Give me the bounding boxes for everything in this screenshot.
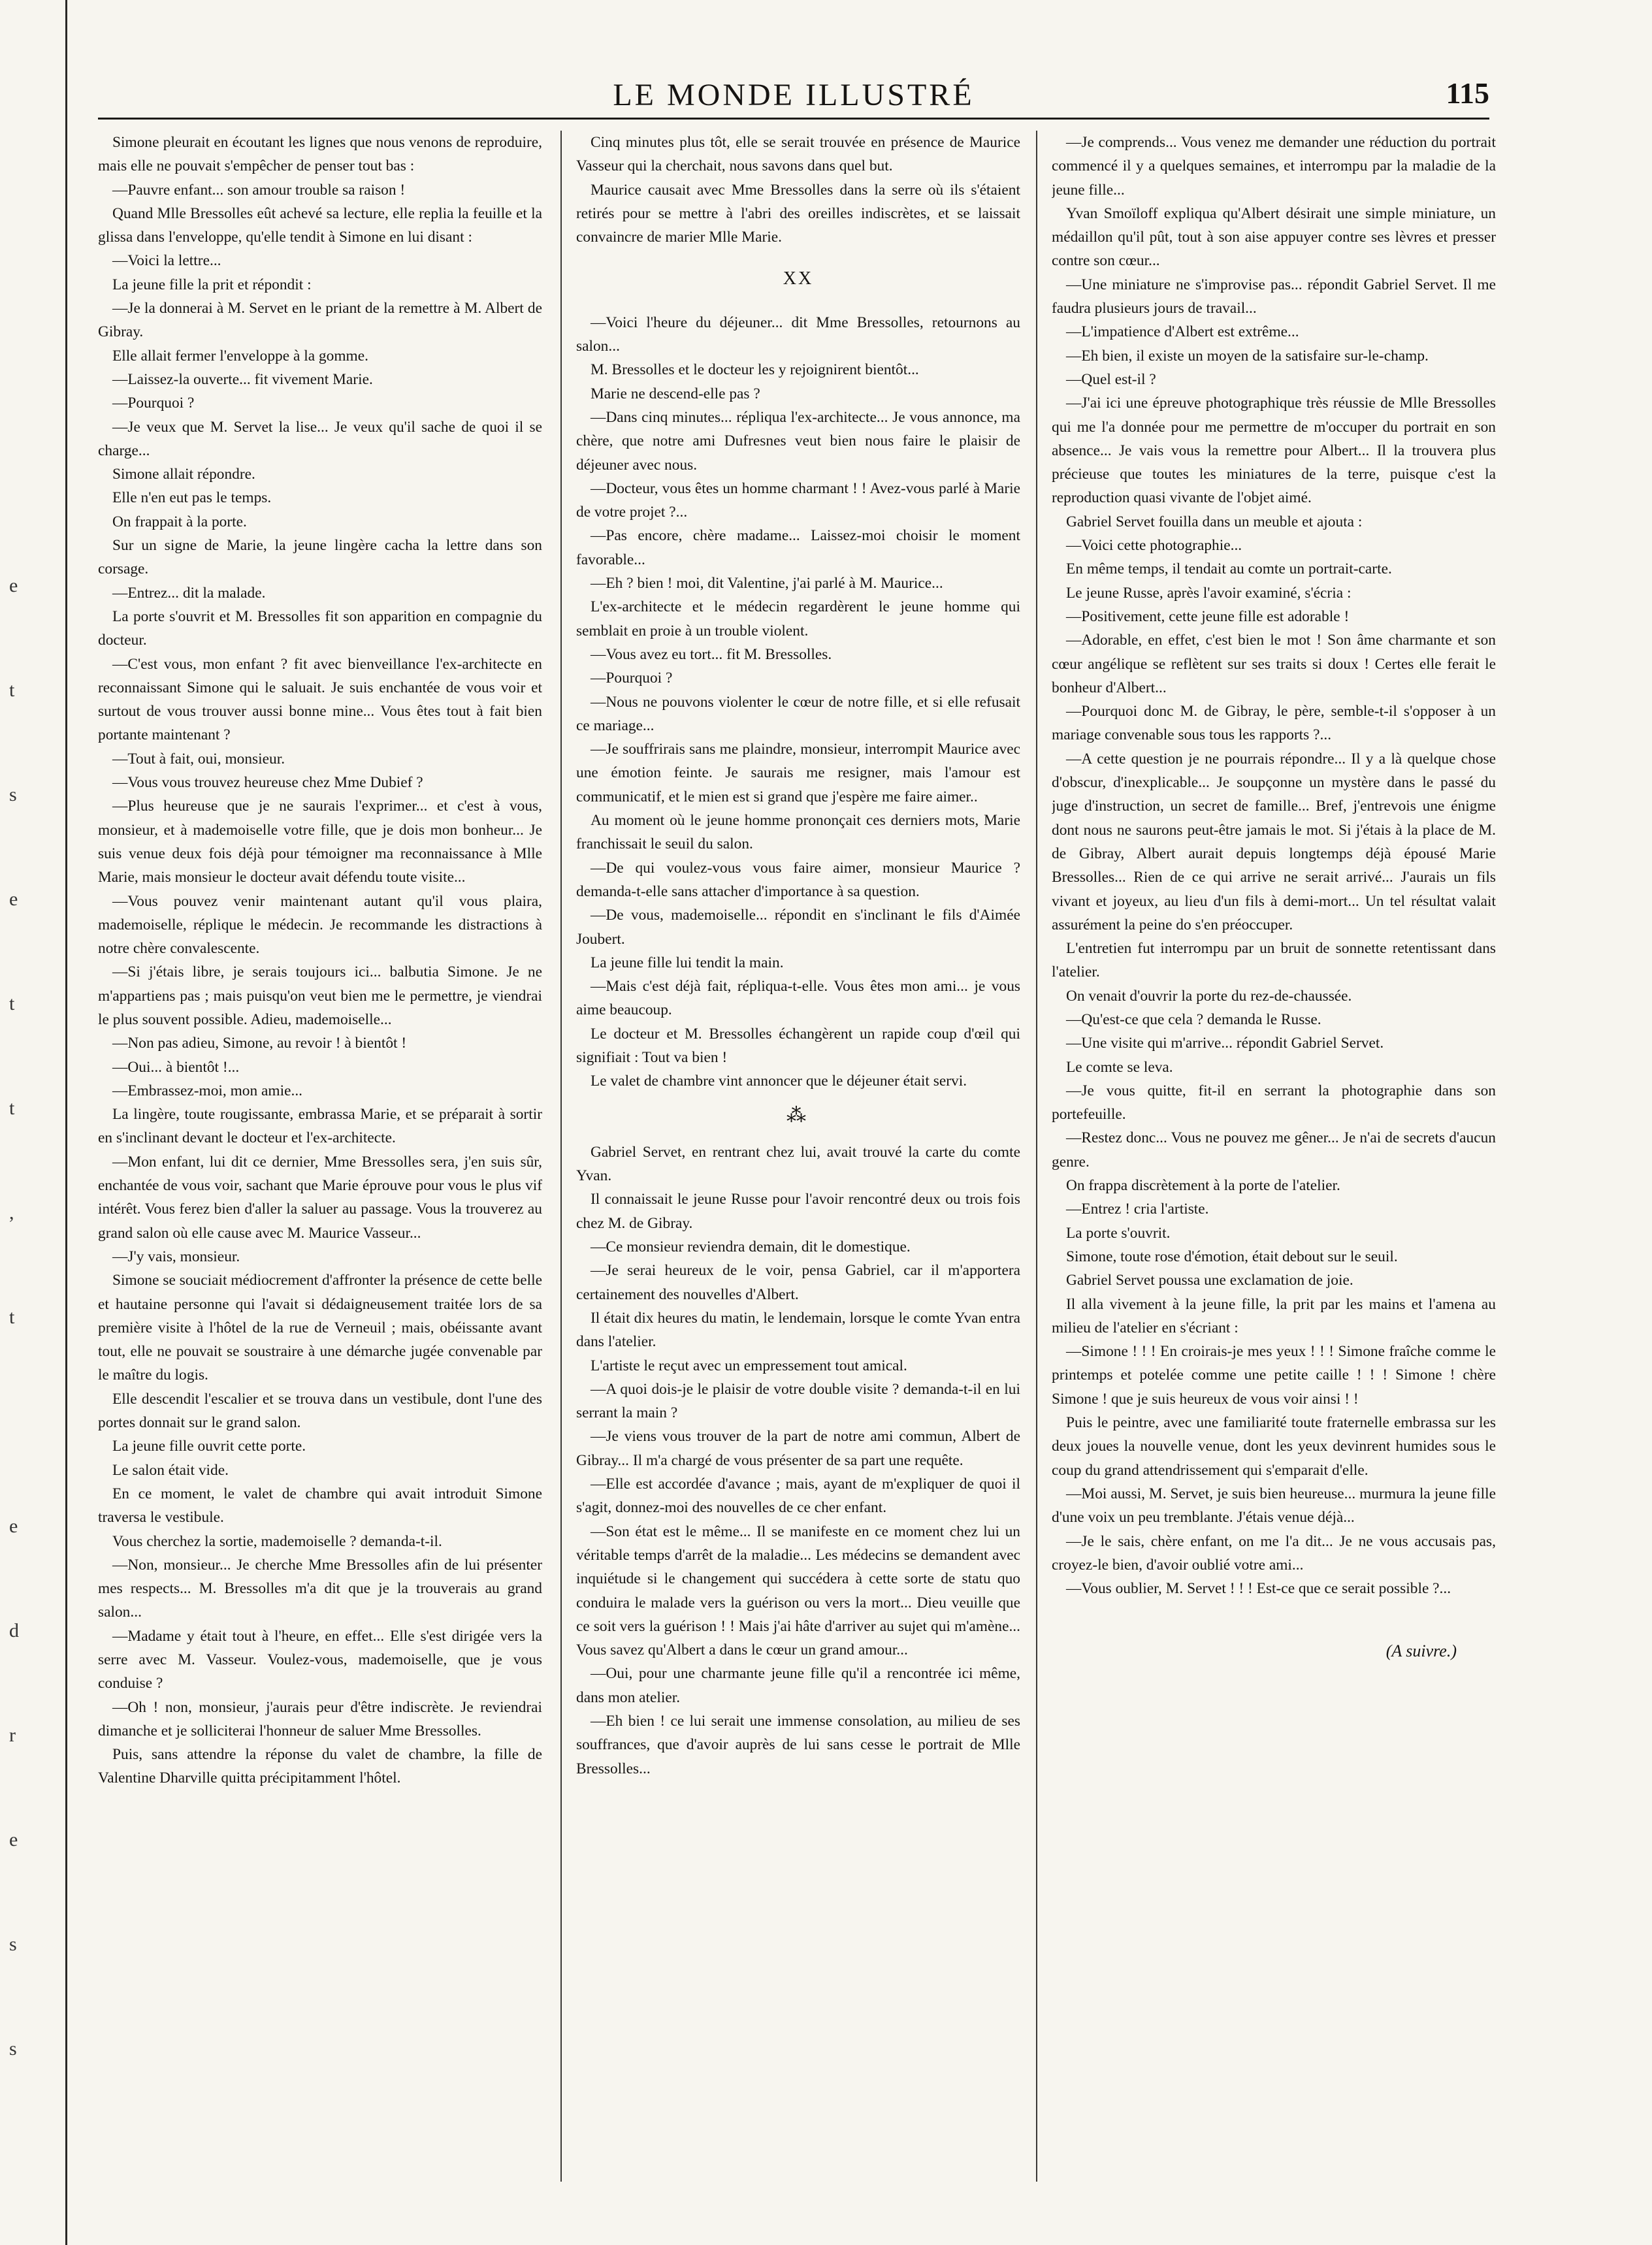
paragraph: Le jeune Russe, après l'avoir examiné, s'écria : bbox=[1066, 584, 1352, 602]
bleed-glyph: e bbox=[9, 888, 18, 910]
paragraph: —A cette question je ne pourrais répondre... Il y a là quelque chose d'obscur, d'inexplicable... Je soupçonne un mystère dans le passé du juge d'instruction, un secret de famille... Bref, j'entrevois une énigme dont nous ne saurons peut-être jamais le mot. Si j'étais à la place de M. de Gibray, Albert aurait depuis longtemps déjà épousé Marie Bressolles... Rien de ce qui arrive ne serait arrivé... J'aurais un fils vivant et joyeux, au lieu d'un fils à demi-mort... Un tel résultat valait assurément la peine do s'en préoccuper. bbox=[1052, 750, 1496, 933]
paragraph: Elle descendit l'escalier et se trouva dans un vestibule, dont l'une des portes donnait sur le grand salon. bbox=[98, 1390, 542, 1432]
bleed-glyph: t bbox=[9, 1097, 15, 1119]
paragraph: —Entrez... dit la malade. bbox=[112, 584, 266, 602]
paragraph: —Vous vous trouvez heureuse chez Mme Dubief ? bbox=[112, 774, 423, 792]
paragraph: Le salon était vide. bbox=[112, 1461, 229, 1479]
paragraph: Cinq minutes plus tôt, elle se serait trouvée en présence de Maurice Vasseur qui la cherchait, nous savons dans quel but. bbox=[576, 134, 1020, 175]
text-column-3 bbox=[1052, 131, 1496, 2208]
paragraph: Vous cherchez la sortie, mademoiselle ? demanda-t-il. bbox=[112, 1532, 442, 1550]
bleed-glyph: s bbox=[9, 784, 17, 805]
paragraph: En ce moment, le valet de chambre qui avait introduit Simone traversa le vestibule. bbox=[98, 1485, 542, 1526]
paragraph: —Une miniature ne s'improvise pas... répondit Gabriel Servet. Il me faudra plusieurs jours de travail... bbox=[1052, 276, 1496, 317]
paragraph: Au moment où le jeune homme prononçait ces derniers mots, Marie franchissait le seuil du salon. bbox=[576, 812, 1020, 853]
bleed-glyph: s bbox=[9, 2038, 17, 2059]
bleed-glyph: , bbox=[9, 1202, 14, 1223]
paragraph: —Quel est-il ? bbox=[1066, 370, 1156, 388]
bleed-glyph: d bbox=[9, 1620, 19, 1641]
text-column-2 bbox=[576, 131, 1020, 2208]
paragraph: —Non pas adieu, Simone, au revoir ! à bientôt ! bbox=[112, 1035, 407, 1052]
paragraph: —Entrez ! cria l'artiste. bbox=[1066, 1201, 1209, 1218]
column-divider bbox=[1036, 131, 1037, 2182]
paragraph: M. Bressolles et le docteur les y rejoignirent bientôt... bbox=[591, 361, 919, 379]
paragraph: —Oui, pour une charmante jeune fille qu'il a rencontrée ici même, dans mon atelier. bbox=[576, 1665, 1020, 1706]
column-divider bbox=[560, 131, 562, 2182]
paragraph: Simone allait répondre. bbox=[112, 466, 255, 483]
section-ornament: ⁂ bbox=[786, 1104, 810, 1126]
paragraph: —Voici la lettre... bbox=[112, 252, 221, 270]
paragraph: —Pourquoi donc M. de Gibray, le père, semble-t-il s'opposer à un mariage convenable sous tous les rapports ?... bbox=[1052, 703, 1496, 744]
paragraph: —Je vous quitte, fit-il en serrant la photographie dans son portefeuille. bbox=[1052, 1082, 1496, 1123]
paragraph: —Vous oublier, M. Servet ! ! ! Est-ce que ce serait possible ?... bbox=[1066, 1580, 1451, 1598]
paragraph: —Vous pouvez venir maintenant autant qu'il vous plaira, mademoiselle, réplique le médecin. Je recommande les distractions à notre chère convalescente. bbox=[98, 892, 542, 958]
paragraph: Gabriel Servet, en rentrant chez lui, avait trouvé la carte du comte Yvan. bbox=[576, 1143, 1020, 1185]
paragraph: —Dans cinq minutes... répliqua l'ex-architecte... Je vous annonce, ma chère, que notre ami Dufresnes veut bien nous faire le plaisir de déjeuner avec nous. bbox=[576, 408, 1020, 474]
masthead bbox=[98, 72, 1489, 120]
paragraph: —Eh bien, il existe un moyen de la satisfaire sur-le-champ. bbox=[1066, 347, 1429, 364]
paragraph: —J'ai ici une épreuve photographique très réussie de Mlle Bressolles qui me l'a donnée pour me permettre de m'occuper du portrait en son absence... Je vais vous la remettre pour Albert... Il la trouvera plus précieuse que toutes les miniatures de la terre, puisque c'est la reproduction quasi vivante de l'objet aimé. bbox=[1052, 395, 1496, 507]
paragraph: —Docteur, vous êtes un homme charmant ! ! Avez-vous parlé à Marie de votre projet ?... bbox=[576, 479, 1020, 521]
paragraph: —Mon enfant, lui dit ce dernier, Mme Bressolles sera, j'en suis sûr, enchantée de vous voir, sachant que Marie éprouve pour vous le plus vif intérêt. Vous ferez bien d'aller la saluer au passage. Vous la trouverez au grand salon où elle cause avec M. Maurice Vasseur... bbox=[98, 1153, 542, 1242]
continued-note: (A suivre.) bbox=[1385, 1641, 1457, 1661]
paragraph: —Adorable, en effet, c'est bien le mot ! Son âme charmante et son cœur angélique se reflètent sur ses traits si doux ! Certes elle ferait le bonheur d'Albert... bbox=[1052, 632, 1496, 696]
paragraph: Simone se souciait médiocrement d'affronter la présence de cette belle et hautaine personne qui l'avait si dédaigneusement traitée lors de sa première visite à l'hôtel de la rue de Verneuil ; mais, obéissante avant tout, elle ne pouvait se soustraire à une démarche jugée convenable par le maître du logis. bbox=[98, 1272, 542, 1384]
paragraph: —Pourquoi ? bbox=[591, 670, 673, 687]
paragraph: —Oui... à bientôt !... bbox=[112, 1058, 240, 1076]
paragraph: —Restez donc... Vous ne pouvez me gêner... Je n'ai de secrets d'aucun genre. bbox=[1052, 1129, 1496, 1171]
paragraph: La lingère, toute rougissante, embrassa Marie, et se préparait à sortir en s'inclinant devant le docteur et l'ex-architecte. bbox=[98, 1106, 542, 1147]
paragraph: —Elle est accordée d'avance ; mais, ayant de m'expliquer de quoi il s'agit, donnez-moi des nouvelles de ce cher enfant. bbox=[576, 1476, 1020, 1517]
paragraph: —Nous ne pouvons violenter le cœur de notre fille, et si elle refusait ce mariage... bbox=[576, 693, 1020, 734]
page-number: 115 bbox=[1446, 76, 1489, 110]
paragraph: Il était dix heures du matin, le lendemain, lorsque le comte Yvan entra dans l'atelier. bbox=[576, 1309, 1020, 1351]
paragraph: —Non, monsieur... Je cherche Mme Bressolles afin de lui présenter mes respects... M. Bressolles m'a dit que je la trouverais au grand salon... bbox=[98, 1556, 542, 1621]
text-column-1 bbox=[98, 131, 542, 2208]
paragraph: Elle n'en eut pas le temps. bbox=[112, 489, 272, 507]
paragraph: —Mais c'est déjà fait, répliqua-t-elle. Vous êtes mon ami... je vous aime beaucoup. bbox=[576, 978, 1020, 1019]
paragraph: —Je comprends... Vous venez me demander une réduction du portrait commencé il y a quelques semaines, et interrompu par la maladie de la jeune fille... bbox=[1052, 134, 1496, 199]
paragraph: —Laissez-la ouverte... fit vivement Marie. bbox=[112, 370, 373, 388]
paragraph: —Je la donnerai à M. Servet en le priant de la remettre à M. Albert de Gibray. bbox=[98, 300, 542, 341]
paragraph: Il alla vivement à la jeune fille, la prit par les mains et l'amena au milieu de l'atelier en s'écriant : bbox=[1052, 1295, 1496, 1336]
paragraph: Le comte se leva. bbox=[1066, 1058, 1173, 1076]
paragraph: —A quoi dois-je le plaisir de votre double visite ? demanda-t-il en lui serrant la main ? bbox=[576, 1380, 1020, 1422]
paragraph: —Pas encore, chère madame... Laissez-moi choisir le moment favorable... bbox=[576, 527, 1020, 568]
paragraph: —Eh bien ! ce lui serait une immense consolation, au milieu de ses souffrances, que d'avoir auprès de lui sans cesse le portrait de Mlle Bressolles... bbox=[576, 1713, 1020, 1777]
paragraph: —Positivement, cette jeune fille est adorable ! bbox=[1066, 607, 1350, 625]
paragraph: —Je viens vous trouver de la part de notre ami commun, Albert de Gibray... Il m'a chargé de vous présenter de sa part une requête. bbox=[576, 1428, 1020, 1469]
paragraph: —Vous avez eu tort... fit M. Bressolles. bbox=[591, 645, 832, 663]
paragraph: Elle allait fermer l'enveloppe à la gomme. bbox=[112, 347, 368, 364]
paragraph: —J'y vais, monsieur. bbox=[112, 1248, 240, 1265]
paragraph: —Eh ? bien ! moi, dit Valentine, j'ai parlé à M. Maurice... bbox=[591, 575, 943, 592]
paragraph: Marie ne descend-elle pas ? bbox=[591, 385, 760, 402]
paragraph: —Je serai heureux de le voir, pensa Gabriel, car il m'apportera certainement des nouvelles d'Albert. bbox=[576, 1262, 1020, 1303]
paragraph: —Je souffrirais sans me plaindre, monsieur, interrompit Maurice avec une émotion feinte. Je saurais me resigner, mais l'amour est communicatif, et le mien est si grand que j'espère me faire aimer.. bbox=[576, 741, 1020, 805]
paragraph: La jeune fille lui tendit la main. bbox=[591, 954, 784, 971]
bleed-glyph: t bbox=[9, 993, 15, 1014]
paragraph: L'entretien fut interrompu par un bruit de sonnette retentissant dans l'atelier. bbox=[1052, 940, 1496, 981]
paragraph: Puis, sans attendre la réponse du valet de chambre, la fille de Valentine Dharville quitta précipitamment l'hôtel. bbox=[98, 1746, 542, 1787]
paragraph: L'artiste le reçut avec un empressement tout amical. bbox=[591, 1357, 907, 1374]
paragraph: Le docteur et M. Bressolles échangèrent un rapide coup d'œil qui signifiait : Tout va bien ! bbox=[576, 1025, 1020, 1066]
paragraph: Puis le peintre, avec une familiarité toute fraternelle embrassa sur les deux joues la nouvelle venue, dont les yeux devinrent humides sous le coup du grand attendrissement qui s'emparait d'elle. bbox=[1052, 1414, 1496, 1479]
paragraph: —Ce monsieur reviendra demain, dit le domestique. bbox=[591, 1238, 911, 1256]
paragraph: En même temps, il tendait au comte un portrait-carte. bbox=[1066, 560, 1392, 578]
bleed-glyph: e bbox=[9, 575, 18, 596]
paragraph: Sur un signe de Marie, la jeune lingère cacha la lettre dans son corsage. bbox=[98, 537, 542, 578]
paragraph: Simone, toute rose d'émotion, était debout sur le seuil. bbox=[1066, 1248, 1398, 1265]
paragraph: La porte s'ouvrit. bbox=[1066, 1224, 1171, 1242]
paragraph: —Je veux que M. Servet la lise... Je veux qu'il sache de quoi il se charge... bbox=[98, 418, 542, 459]
paragraph: Il connaissait le jeune Russe pour l'avoir rencontré deux ou trois fois chez M. de Gibray. bbox=[576, 1191, 1020, 1232]
paragraph: —De vous, mademoiselle... répondit en s'inclinant le fils d'Aimée Joubert. bbox=[576, 907, 1020, 948]
paragraph: —L'impatience d'Albert est extrême... bbox=[1066, 323, 1299, 341]
paragraph: L'ex-architecte et le médecin regardèrent le jeune homme qui semblait en proie à un trouble violent. bbox=[576, 598, 1020, 639]
paragraph: Yvan Smoïloff expliqua qu'Albert désirait une simple miniature, un médaillon qu'il pût, tout à son aise appuyer contre ses lèvres et presser contre son cœur... bbox=[1052, 204, 1496, 270]
paragraph: —Pourquoi ? bbox=[112, 395, 195, 412]
paragraph: On frappa discrètement à la porte de l'atelier. bbox=[1066, 1177, 1340, 1195]
paragraph: La jeune fille ouvrit cette porte. bbox=[112, 1438, 306, 1455]
paragraph: Gabriel Servet poussa une exclamation de joie. bbox=[1066, 1272, 1353, 1289]
paragraph: —De qui voulez-vous vous faire aimer, monsieur Maurice ? demanda-t-elle sans attacher d'importance à sa question. bbox=[576, 859, 1020, 900]
paragraph: —Voici l'heure du déjeuner... dit Mme Bressolles, retournons au salon... bbox=[576, 314, 1020, 355]
bleed-glyph: e bbox=[9, 1515, 18, 1537]
paragraph: —Plus heureuse que je ne saurais l'exprimer... et c'est à vous, monsieur, et à mademoiselle votre fille, que je dois mon bonheur... Je suis venue deux fois déjà pour témoigner ma reconnaissance à Mlle Marie, mais monsieur le docteur avait défendu toute visite... bbox=[98, 798, 542, 886]
chapter-heading: XX bbox=[783, 268, 814, 289]
paragraph: —Oh ! non, monsieur, j'aurais peur d'être indiscrète. Je reviendrai dimanche et je solliciterai l'honneur de saluer Mme Bressolles. bbox=[98, 1698, 542, 1739]
paragraph: —Embrassez-moi, mon amie... bbox=[112, 1082, 303, 1099]
paragraph: —Voici cette photographie... bbox=[1066, 537, 1242, 555]
adjacent-page-bleed bbox=[0, 78, 46, 2103]
paragraph: —Madame y était tout à l'heure, en effet... Elle s'est dirigée vers la serre avec M. Vasseur. Voulez-vous, mademoiselle, que je vous conduise ? bbox=[98, 1627, 542, 1692]
paragraph: —Moi aussi, M. Servet, je suis bien heureuse... murmura la jeune fille d'une voix un peu tremblante. J'étais venue déjà... bbox=[1052, 1485, 1496, 1526]
paragraph: On venait d'ouvrir la porte du rez-de-chaussée. bbox=[1066, 987, 1352, 1005]
paragraph: Quand Mlle Bressolles eût achevé sa lecture, elle replia la feuille et la glissa dans l'enveloppe, qu'elle tendit à Simone en lui disant : bbox=[98, 204, 542, 246]
paragraph: —Qu'est-ce que cela ? demanda le Russe. bbox=[1066, 1010, 1321, 1028]
paragraph: La jeune fille la prit et répondit : bbox=[112, 276, 312, 293]
paragraph: On frappait à la porte. bbox=[112, 513, 247, 530]
paragraph: Gabriel Servet fouilla dans un meuble et ajouta : bbox=[1066, 513, 1363, 530]
bleed-glyph: t bbox=[9, 679, 15, 701]
bleed-glyph: e bbox=[9, 1829, 18, 1850]
paragraph: Simone pleurait en écoutant les lignes que nous venons de reproduire, mais elle ne pouvait s'empêcher de penser tout bas : bbox=[98, 134, 542, 175]
paragraph: Maurice causait avec Mme Bressolles dans la serre où ils s'étaient retirés pour se mettre à l'abri des oreilles indiscrètes, et se laissait convaincre de marier Mlle Marie. bbox=[576, 181, 1020, 246]
paragraph: —Simone ! ! ! En croirais-je mes yeux ! ! ! Simone fraîche comme le printemps et potelée comme une petite caille ! ! ! Simone ! chère Simone ! que je suis heureux de vous voir ainsi ! ! bbox=[1052, 1343, 1496, 1408]
publication-title: LE MONDE ILLUSTRÉ bbox=[613, 78, 975, 112]
paragraph: —Pauvre enfant... son amour trouble sa raison ! bbox=[112, 181, 406, 199]
paragraph: —C'est vous, mon enfant ? fit avec bienveillance l'ex-architecte en reconnaissant Simone qui le saluait. Je suis enchantée de vous voir et surtout de vous trouver aussi bonne mine... Vous êtes tout à fait bien portante maintenant ? bbox=[98, 655, 542, 744]
paragraph: —Si j'étais libre, je serais toujours ici... balbutia Simone. Je ne m'appartiens pas ; mais puisqu'on veut bien me le permettre, je viendrai le plus souvent possible. Adieu, mademoiselle... bbox=[98, 963, 542, 1028]
bleed-glyph: t bbox=[9, 1306, 15, 1328]
page-margin-rule bbox=[65, 0, 67, 2245]
paragraph: —Une visite qui m'arrive... répondit Gabriel Servet. bbox=[1066, 1035, 1384, 1052]
paragraph: —Tout à fait, oui, monsieur. bbox=[112, 750, 285, 767]
paragraph: —Je le sais, chère enfant, on me l'a dit... Je ne vous accusais pas, croyez-le bien, d'avoir oublié votre ami... bbox=[1052, 1532, 1496, 1574]
paragraph: —Son état est le même... Il se manifeste en ce moment chez lui un véritable temps d'arrêt de la maladie... Les médecins se demandent avec inquiétude si le changement qui succédera à cette sorte de statu quo conduira le malade vers la guérison ou vers la mort... Dieu veuille que ce soit vers la guérison ! ! Mais j'ai hâte d'arriver au sujet qui m'amène... Vous savez qu'Albert a dans le cœur un grand amour... bbox=[576, 1523, 1020, 1659]
bleed-glyph: s bbox=[9, 1933, 17, 1955]
bleed-glyph: r bbox=[9, 1724, 16, 1746]
paragraph: Le valet de chambre vint annoncer que le déjeuner était servi. bbox=[591, 1073, 967, 1090]
paragraph: La porte s'ouvrit et M. Bressolles fit son apparition en compagnie du docteur. bbox=[98, 607, 542, 649]
